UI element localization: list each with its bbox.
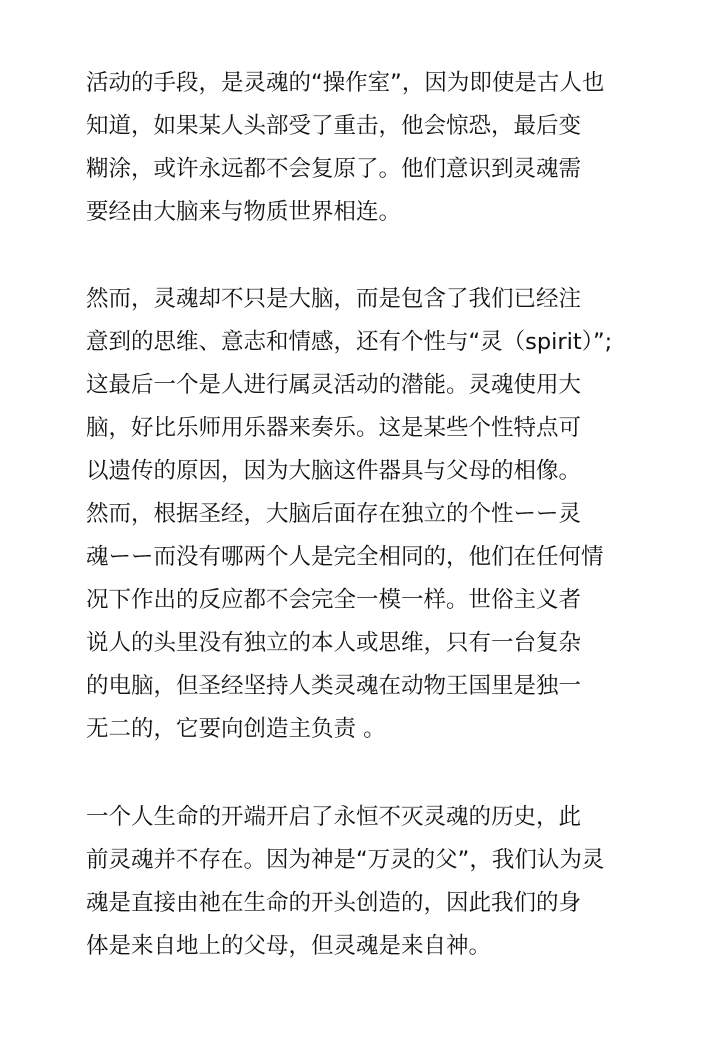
text-line: 无二的，它要向创造主负责 。 [86,716,386,742]
text-line: 脑，好比乐师用乐器来奏乐。这是某些个性特点可 [86,415,582,441]
text-line: 前灵魂并不存在。因为神是“万灵的父”，我们认为灵 [86,847,605,873]
text-line: 这最后一个是人进行属灵活动的潜能。灵魂使用大 [86,372,582,398]
paragraph-1 [86,62,706,234]
text-line: 魂是直接由祂在生命的开头创造的，因此我们的身 [86,890,582,916]
text-line: 以遗传的原因，因为大脑这件器具与父母的相像。 [86,458,582,484]
text-line: 况下作出的反应都不会完全一模一样。世俗主义者 [86,587,582,613]
paragraph-2 [86,278,706,751]
text-line: 意到的思维、意志和情感，还有个性与“灵（spirit）”; [86,329,613,355]
text-line: 一个人生命的开端开启了永恒不灭灵魂的历史，此 [86,804,582,830]
text-line: 然而，根据圣经，大脑后面存在独立的个性ーー灵 [86,501,582,527]
text-line: 说人的头里没有独立的本人或思维，只有一台复杂 [86,630,582,656]
text-line: 活动的手段，是灵魂的“操作室”，因为即使是古人也 [86,70,605,96]
text-line: 知道，如果某人头部受了重击，他会惊恐，最后变 [86,113,582,139]
text-line: 体是来自地上的父母，但灵魂是来自神。 [86,933,492,959]
text-line: 要经由大脑来与物质世界相连。 [86,199,402,225]
text-line: 魂ーー而没有哪两个人是完全相同的，他们在任何情 [86,544,604,570]
text-line: 糊涂，或许永远都不会复原了。他们意识到灵魂需 [86,156,582,182]
paragraph-3 [86,796,706,968]
text-line: 的电脑，但圣经坚持人类灵魂在动物王国里是独一 [86,673,582,699]
text-line: 然而，灵魂却不只是大脑，而是包含了我们已经注 [86,286,582,312]
